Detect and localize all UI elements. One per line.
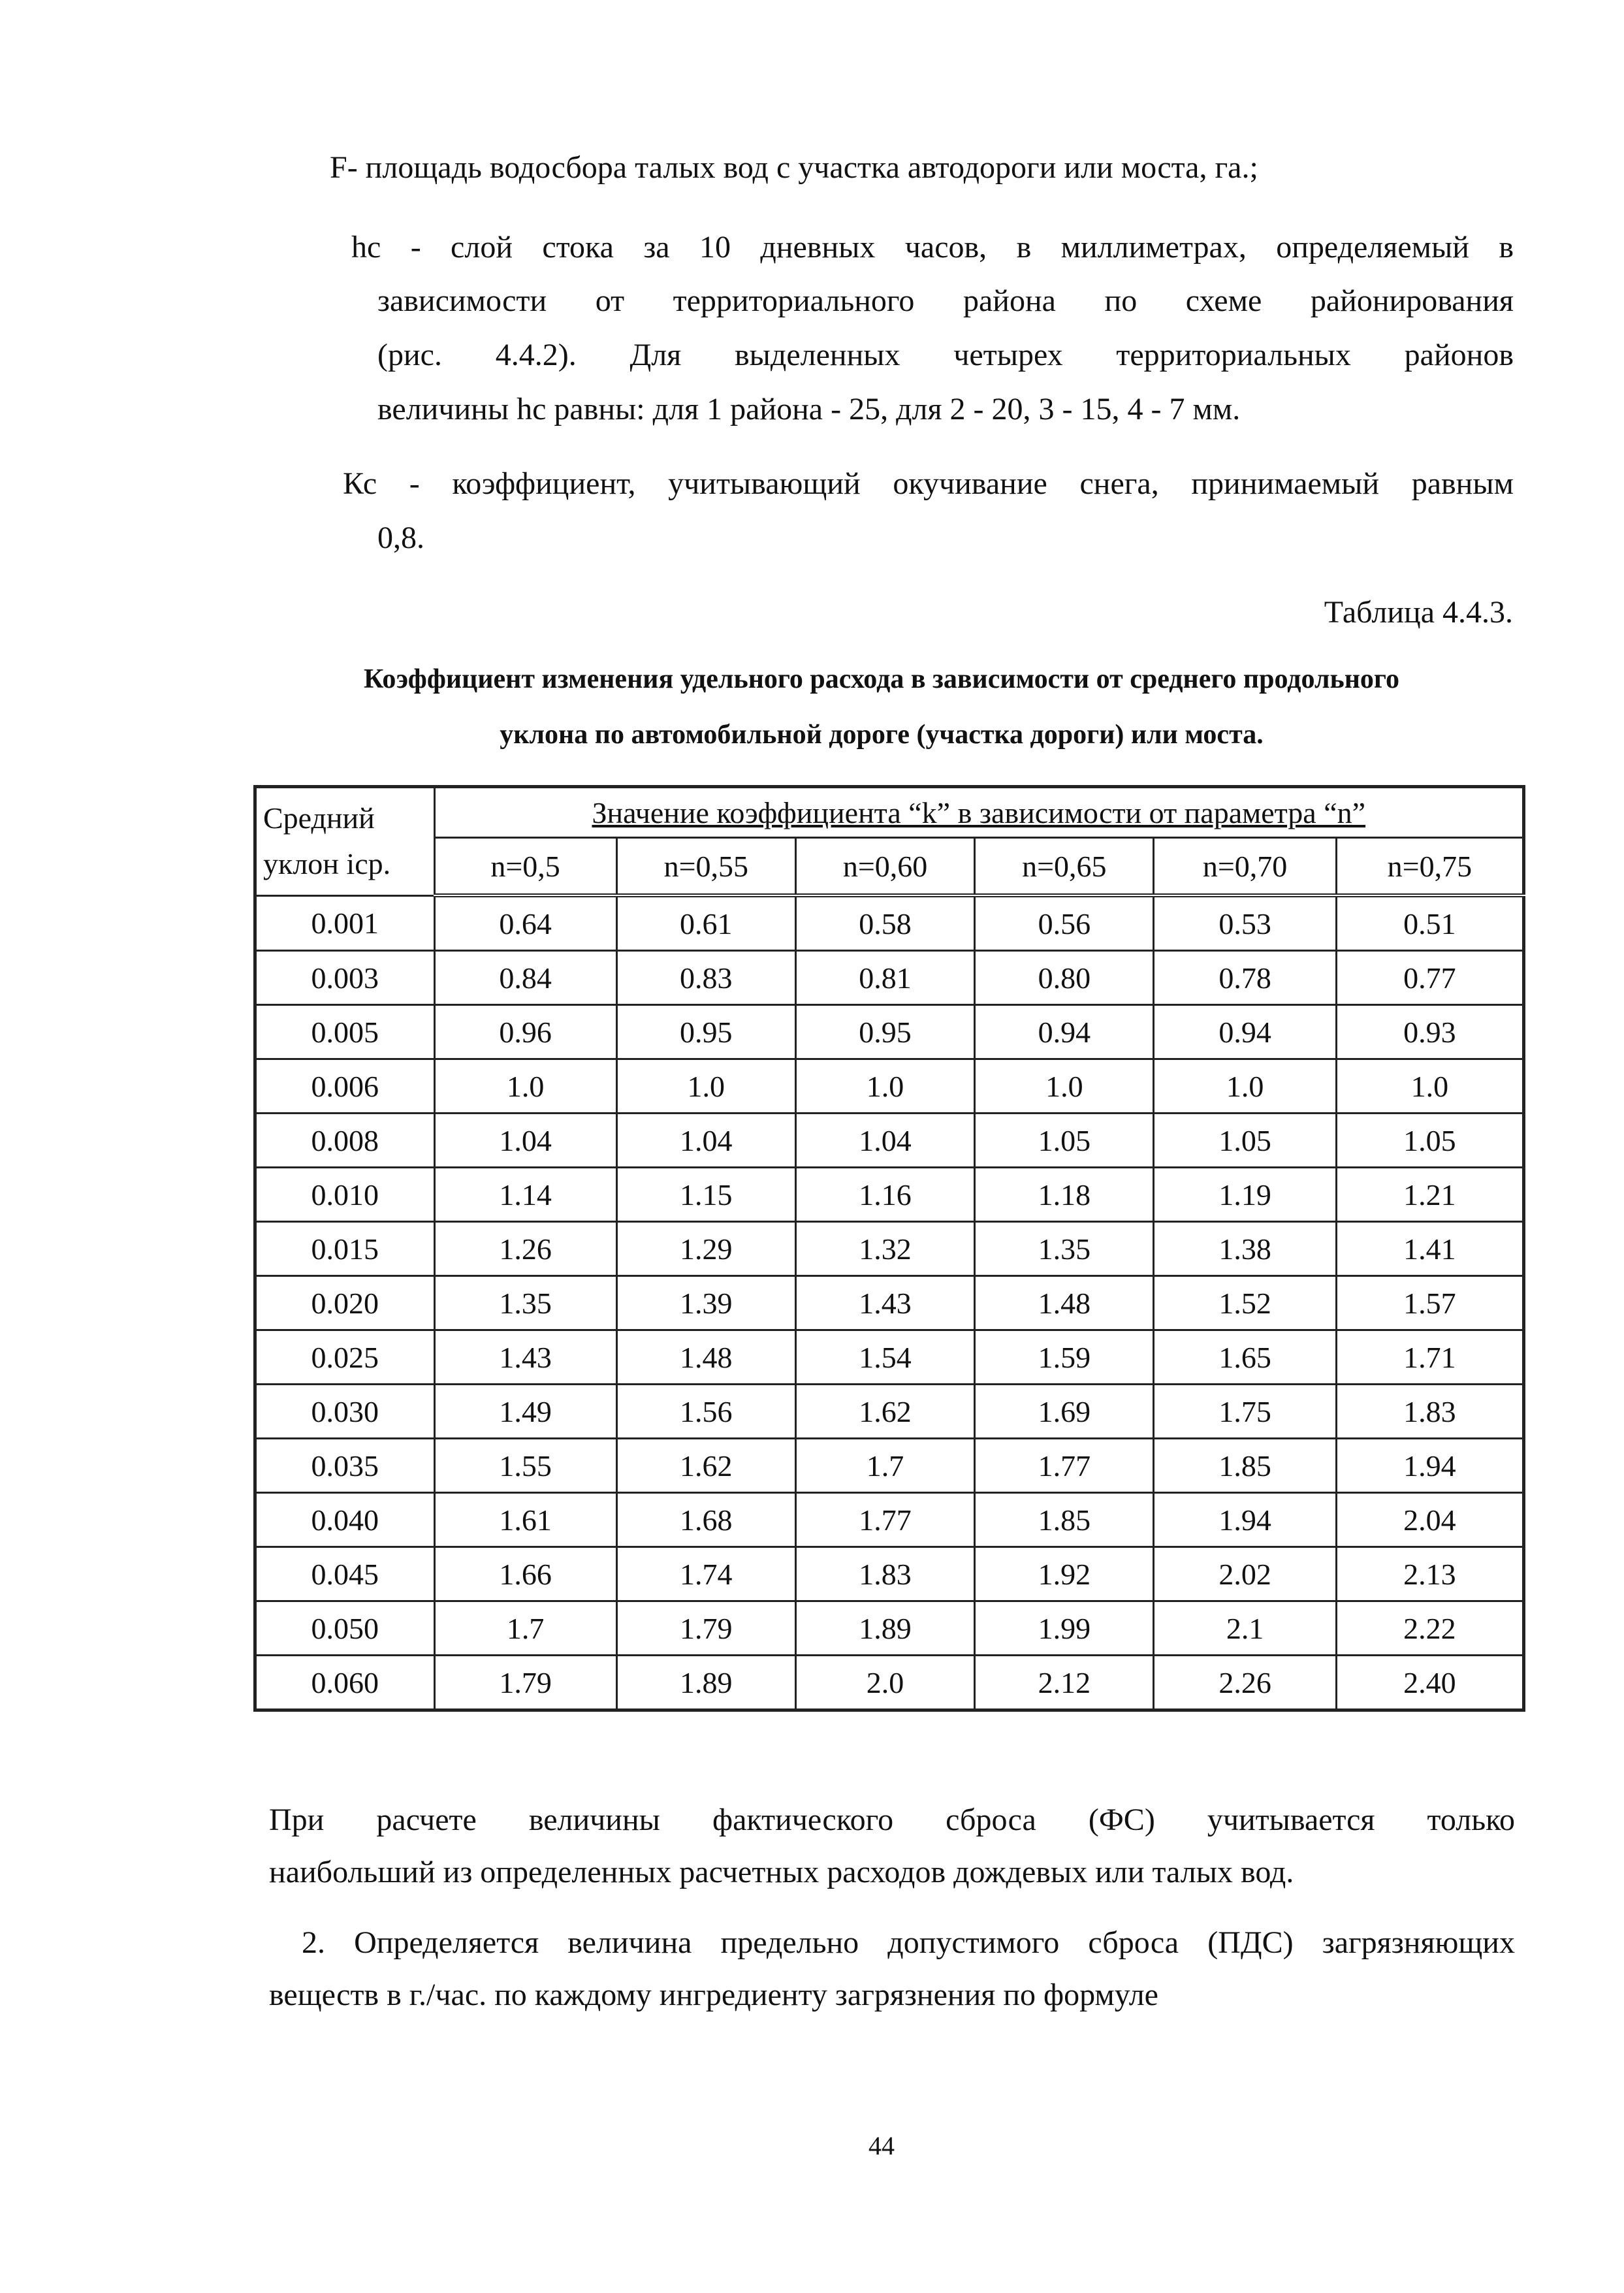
table-row xyxy=(255,1601,1524,1656)
table-row xyxy=(255,1547,1524,1601)
coefficient-cell: 1.38 xyxy=(1154,1222,1336,1276)
coefficient-cell: 1.94 xyxy=(1154,1493,1336,1547)
table-row xyxy=(255,1439,1524,1493)
pds-paragraph-line-2: веществ в г./час. по каждому ингредиенту загрязнения по формуле xyxy=(269,1978,1158,2012)
f-definition: F- площадь водосбора талых вод с участка автодороги или моста, га.; xyxy=(330,150,1258,185)
coefficient-cell: 1.26 xyxy=(434,1222,616,1276)
coefficient-cell: 1.89 xyxy=(616,1656,795,1710)
coefficient-cell: 1.41 xyxy=(1336,1222,1523,1276)
coefficient-cell: 1.55 xyxy=(434,1439,616,1493)
coefficient-cell: 1.57 xyxy=(1336,1276,1523,1330)
coefficient-cell: 1.77 xyxy=(975,1439,1154,1493)
coefficient-cell: 1.62 xyxy=(795,1385,974,1439)
pds-paragraph-line-1: 2. Определяется величина предельно допустимого сброса (ПДС) загрязняющих xyxy=(302,1925,1515,1960)
coefficient-cell: 0.93 xyxy=(1336,1005,1523,1059)
coefficient-cell: 1.83 xyxy=(1336,1385,1523,1439)
coefficient-cell: 0.56 xyxy=(975,895,1154,951)
coefficient-cell: 1.61 xyxy=(434,1493,616,1547)
coefficient-cell: 2.22 xyxy=(1336,1601,1523,1656)
table-caption-line-2: уклона по автомобильной дороге (участка дороги) или моста. xyxy=(500,720,1264,750)
coefficient-cell: 1.04 xyxy=(795,1114,974,1168)
slope-cell: 0.050 xyxy=(255,1601,435,1656)
coefficient-cell: 1.7 xyxy=(795,1439,974,1493)
table-row xyxy=(255,1385,1524,1439)
coefficient-table xyxy=(253,785,1525,1712)
coefficient-cell: 1.71 xyxy=(1336,1330,1523,1385)
slope-cell: 0.008 xyxy=(255,1114,435,1168)
coefficient-cell: 2.04 xyxy=(1336,1493,1523,1547)
table-body xyxy=(255,895,1524,1710)
hc-definition-line-3: (рис. 4.4.2). Для выделенных четырех территориальных районов xyxy=(377,338,1514,372)
row-header-slope: Средний уклон iср. xyxy=(255,787,435,896)
coefficient-cell: 1.05 xyxy=(1154,1114,1336,1168)
coefficient-cell: 1.62 xyxy=(616,1439,795,1493)
coefficient-cell: 1.04 xyxy=(616,1114,795,1168)
coefficient-cell: 1.94 xyxy=(1336,1439,1523,1493)
col-header: n=0,70 xyxy=(1154,838,1336,896)
coefficient-cell: 1.75 xyxy=(1154,1385,1336,1439)
table-caption-line-1: Коэффициент изменения удельного расхода в зависимости от среднего продольного xyxy=(364,664,1399,694)
coefficient-cell: 2.02 xyxy=(1154,1547,1336,1601)
coefficient-cell: 0.64 xyxy=(434,895,616,951)
table-row xyxy=(255,895,1524,951)
table-row xyxy=(255,1114,1524,1168)
coefficient-cell: 1.48 xyxy=(975,1276,1154,1330)
coefficient-cell: 1.14 xyxy=(434,1168,616,1222)
coefficient-cell: 1.59 xyxy=(975,1330,1154,1385)
hc-definition-line-1: hc - слой стока за 10 дневных часов, в миллиметрах, определяемый в xyxy=(351,230,1514,265)
coefficient-cell: 0.81 xyxy=(795,951,974,1005)
slope-cell: 0.001 xyxy=(255,895,435,951)
coefficient-cell: 1.77 xyxy=(795,1493,974,1547)
coefficient-cell: 0.94 xyxy=(1154,1005,1336,1059)
coefficient-cell: 1.65 xyxy=(1154,1330,1336,1385)
slope-cell: 0.020 xyxy=(255,1276,435,1330)
table-row xyxy=(255,951,1524,1005)
coefficient-cell: 1.56 xyxy=(616,1385,795,1439)
coefficient-cell: 1.0 xyxy=(616,1059,795,1114)
coefficient-cell: 0.95 xyxy=(795,1005,974,1059)
coefficient-cell: 0.80 xyxy=(975,951,1154,1005)
fs-paragraph-line-2: наибольший из определенных расчетных расходов дождевых или талых вод. xyxy=(269,1855,1294,1889)
table-row xyxy=(255,1330,1524,1385)
slope-cell: 0.010 xyxy=(255,1168,435,1222)
coefficient-cell: 1.15 xyxy=(616,1168,795,1222)
slope-cell: 0.045 xyxy=(255,1547,435,1601)
coefficient-cell: 1.49 xyxy=(434,1385,616,1439)
slope-cell: 0.015 xyxy=(255,1222,435,1276)
slope-cell: 0.025 xyxy=(255,1330,435,1385)
coefficient-cell: 1.05 xyxy=(1336,1114,1523,1168)
page-number: 44 xyxy=(868,2131,895,2160)
coefficient-cell: 1.89 xyxy=(795,1601,974,1656)
coefficient-cell: 1.7 xyxy=(434,1601,616,1656)
hc-definition-line-4: величины hc равны: для 1 района - 25, для 2 - 20, 3 - 15, 4 - 7 мм. xyxy=(377,392,1241,426)
coefficient-cell: 2.1 xyxy=(1154,1601,1336,1656)
col-header: n=0,60 xyxy=(795,838,974,896)
slope-cell: 0.003 xyxy=(255,951,435,1005)
table-row xyxy=(255,1222,1524,1276)
coefficient-cell: 2.0 xyxy=(795,1656,974,1710)
coefficient-cell: 1.35 xyxy=(975,1222,1154,1276)
coefficient-cell: 0.96 xyxy=(434,1005,616,1059)
coefficient-cell: 1.35 xyxy=(434,1276,616,1330)
table-number: Таблица 4.4.3. xyxy=(1324,595,1513,630)
slope-cell: 0.040 xyxy=(255,1493,435,1547)
coefficient-cell: 0.51 xyxy=(1336,895,1523,951)
coefficient-cell: 1.83 xyxy=(795,1547,974,1601)
coefficient-cell: 1.0 xyxy=(795,1059,974,1114)
coefficient-cell: 1.0 xyxy=(1336,1059,1523,1114)
group-header-text: Значение коэффициента “k” в зависимости от параметра “n” xyxy=(592,795,1366,829)
coefficient-cell: 1.99 xyxy=(975,1601,1154,1656)
coefficient-cell: 1.32 xyxy=(795,1222,974,1276)
coefficient-cell: 1.66 xyxy=(434,1547,616,1601)
coefficient-cell: 1.54 xyxy=(795,1330,974,1385)
coefficient-cell: 0.84 xyxy=(434,951,616,1005)
slope-cell: 0.030 xyxy=(255,1385,435,1439)
coefficient-cell: 1.43 xyxy=(434,1330,616,1385)
coefficient-cell: 1.19 xyxy=(1154,1168,1336,1222)
coefficient-cell: 1.05 xyxy=(975,1114,1154,1168)
coefficient-cell: 1.69 xyxy=(975,1385,1154,1439)
coefficient-cell: 1.85 xyxy=(975,1493,1154,1547)
coefficient-cell: 1.48 xyxy=(616,1330,795,1385)
coefficient-cell: 1.43 xyxy=(795,1276,974,1330)
coefficient-cell: 0.53 xyxy=(1154,895,1336,951)
coefficient-cell: 0.95 xyxy=(616,1005,795,1059)
coefficient-cell: 2.40 xyxy=(1336,1656,1523,1710)
col-header: n=0,75 xyxy=(1336,838,1523,896)
slope-cell: 0.060 xyxy=(255,1656,435,1710)
kc-definition-line-2: 0,8. xyxy=(377,521,424,555)
table-row xyxy=(255,1656,1524,1710)
slope-cell: 0.005 xyxy=(255,1005,435,1059)
coefficient-cell: 2.13 xyxy=(1336,1547,1523,1601)
coefficient-cell: 1.52 xyxy=(1154,1276,1336,1330)
coefficient-cell: 1.74 xyxy=(616,1547,795,1601)
coefficient-cell: 1.0 xyxy=(1154,1059,1336,1114)
col-header: n=0,55 xyxy=(616,838,795,896)
col-header: n=0,65 xyxy=(975,838,1154,896)
coefficient-cell: 1.0 xyxy=(434,1059,616,1114)
kc-definition-line-1: Кс - коэффициент, учитывающий окучивание снега, принимаемый равным xyxy=(343,466,1514,501)
group-header xyxy=(434,787,1523,838)
table-row xyxy=(255,1168,1524,1222)
coefficient-cell: 1.79 xyxy=(616,1601,795,1656)
coefficient-cell: 1.18 xyxy=(975,1168,1154,1222)
coefficient-cell: 2.12 xyxy=(975,1656,1154,1710)
coefficient-cell: 1.92 xyxy=(975,1547,1154,1601)
coefficient-cell: 0.78 xyxy=(1154,951,1336,1005)
coefficient-cell: 1.79 xyxy=(434,1656,616,1710)
slope-cell: 0.035 xyxy=(255,1439,435,1493)
coefficient-cell: 0.58 xyxy=(795,895,974,951)
coefficient-cell: 1.39 xyxy=(616,1276,795,1330)
col-header: n=0,5 xyxy=(434,838,616,896)
table-row xyxy=(255,1493,1524,1547)
fs-paragraph-line-1: При расчете величины фактического сброса (ФС) учитывается только xyxy=(269,1803,1515,1837)
coefficient-cell: 1.85 xyxy=(1154,1439,1336,1493)
coefficient-cell: 1.29 xyxy=(616,1222,795,1276)
slope-cell: 0.006 xyxy=(255,1059,435,1114)
hc-definition-line-2: зависимости от территориального района по схеме районирования xyxy=(377,283,1514,318)
coefficient-cell: 0.77 xyxy=(1336,951,1523,1005)
table-row xyxy=(255,1005,1524,1059)
coefficient-cell: 1.0 xyxy=(975,1059,1154,1114)
table-row xyxy=(255,1276,1524,1330)
coefficient-cell: 1.16 xyxy=(795,1168,974,1222)
coefficient-cell: 2.26 xyxy=(1154,1656,1336,1710)
coefficient-cell: 0.83 xyxy=(616,951,795,1005)
coefficient-cell: 1.04 xyxy=(434,1114,616,1168)
coefficient-cell: 0.61 xyxy=(616,895,795,951)
coefficient-cell: 1.21 xyxy=(1336,1168,1523,1222)
coefficient-cell: 0.94 xyxy=(975,1005,1154,1059)
table-row xyxy=(255,1059,1524,1114)
coefficient-cell: 1.68 xyxy=(616,1493,795,1547)
